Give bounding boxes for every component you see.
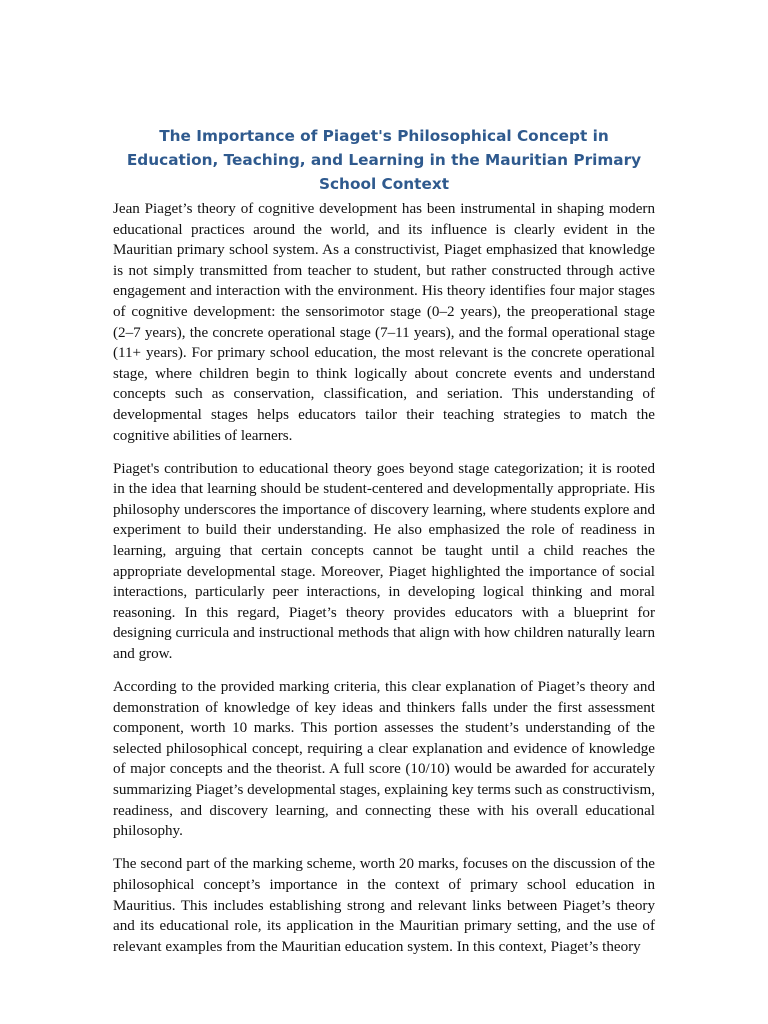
paragraph-1: Jean Piaget’s theory of cognitive development has been instrumental in shaping modern educational practices around the world, and its influence is clearly evident in the Mauritian primary school system. As a constructivist, Piaget emphasized that knowledge is not simply transmitted from teacher to student, but rather constructed through active engagement and interaction with the environment. His theory identifies four major stages of cognitive development: the sensorimotor stage (0–2 years), the preoperational stage (2–7 years), the concrete operational stage (7–11 years), and the formal operational stage (11+ years). For primary school education, the most relevant is the concrete operational stage, where children begin to think logically about concrete events and understand concepts such as conservation, classification, and seriation. This understanding of developmental stages helps educators tailor their teaching strategies to match the cognitive abilities of learners. <box>113 201 655 444</box>
document-page <box>113 124 655 970</box>
document-title: The Importance of Piaget's Philosophical Concept in Education, Teaching, and Learning in the Mauritian Primary School Context <box>126 127 642 193</box>
paragraph-3: According to the provided marking criteria, this clear explanation of Piaget’s theory and demonstration of knowledge of key ideas and thinkers falls under the first assessment component, worth 10 marks. This portion assesses the student’s understanding of the selected philosophical concept, requiring a clear explanation and evidence of knowledge of major concepts and the theorist. A full score (10/10) would be awarded for accurately summarizing Piaget’s developmental stages, explaining key terms such as constructivism, readiness, and discovery learning, and connecting these with his overall educational philosophy. <box>113 679 656 840</box>
paragraph-4: The second part of the marking scheme, worth 20 marks, focuses on the discussion of the philosophical concept’s importance in the context of primary school education in Mauritius. This includes establishing strong and relevant links between Piaget’s theory and its educational role, its application in the Mauritian primary setting, and the use of relevant examples from the Mauritian education system. In this context, Piaget’s theory <box>113 856 655 955</box>
paragraph-2: Piaget's contribution to educational theory goes beyond stage categorization; it is rooted in the idea that learning should be student-centered and developmentally appropriate. His philosophy underscores the importance of discovery learning, where students explore and experiment to build their understanding. He also emphasized the role of readiness in learning, arguing that certain concepts cannot be taught until a child reaches the appropriate developmental stage. Moreover, Piaget highlighted the importance of social interactions, particularly peer interactions, in developing logical thinking and moral reasoning. In this regard, Piaget’s theory provides educators with a blueprint for designing curricula and instructional methods that align with how children naturally learn and grow. <box>113 460 655 662</box>
